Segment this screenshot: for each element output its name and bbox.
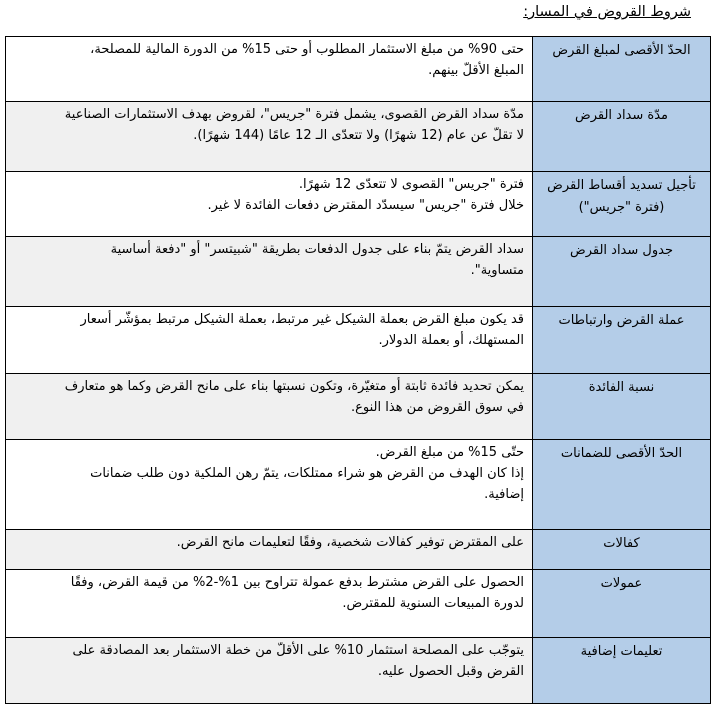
row-content: الحصول على القرض مشترط بدفع عمولة تتراوح بين 1%-2% من قيمة القرض، وفقًا لدورة المبيعات السنوية للمقترض. [6,570,533,638]
table-row [6,307,711,374]
table-row [6,570,711,638]
row-label: مدّة سداد القرض [533,102,711,172]
row-label: جدول سداد القرض [533,237,711,307]
row-label: تأجيل تسديد أقساط القرض (فترة "جريس") [533,172,711,237]
page-heading: شروط القروض في المسار: [523,4,691,20]
row-content: قد يكون مبلغ القرض بعملة الشيكل غير مرتبط، بعملة الشيكل مرتبط بمؤشّر أسعار المستهلك، أو بعملة الدولار. [6,307,533,374]
table-row [6,638,711,704]
table-row [6,37,711,102]
row-label: كفالات [533,530,711,570]
row-content: حتى 90% من مبلغ الاستثمار المطلوب أو حتى 15% من الدورة المالية للمصلحة، المبلغ الأقلّ بينهم. [6,37,533,102]
row-label: عملة القرض وارتباطات [533,307,711,374]
row-content: سداد القرض يتمّ بناء على جدول الدفعات بطريقة "شبيتسر" أو "دفعة أساسية متساوية". [6,237,533,307]
table-row [6,440,711,530]
row-label: نسبة الفائدة [533,374,711,440]
row-label: تعليمات إضافية [533,638,711,704]
row-label: الحدّ الأقصى لمبلغ القرض [533,37,711,102]
row-content: مدّة سداد القرض القصوى، يشمل فترة "جريس"، لقروض بهدف الاستثمارات الصناعية لا تقلّ عن عام (12 شهرًا) ولا تتعدّى الـ 12 عامًا (144 شهرًا). [6,102,533,172]
table-row [6,530,711,570]
row-label: الحدّ الأقصى للضمانات [533,440,711,530]
row-content: يمكن تحديد فائدة ثابتة أو متغيّرة، وتكون نسبتها بناء على مانح القرض وكما هو متعارف في سوق القروض من هذا النوع. [6,374,533,440]
table-row [6,172,711,237]
row-content: على المقترض توفير كفالات شخصية، وفقًا لتعليمات مانح القرض. [6,530,533,570]
table-row [6,102,711,172]
row-content: يتوجّب على المصلحة استثمار 10% على الأقلّ من خطة الاستثمار بعد المصادقة على القرض وقبل الحصول عليه. [6,638,533,704]
row-content: حتّى 15% من مبلغ القرض. إذا كان الهدف من القرض هو شراء ممتلكات، يتمّ رهن الملكية دون طلب ضمانات إضافية. [6,440,533,530]
row-content: فترة "جريس" القصوى لا تتعدّى 12 شهرًا. خلال فترة "جريس" سيسدّد المقترض دفعات الفائدة لا غير. [6,172,533,237]
loan-terms-table [5,36,711,704]
table-row [6,237,711,307]
table-row [6,374,711,440]
row-label: عمولات [533,570,711,638]
